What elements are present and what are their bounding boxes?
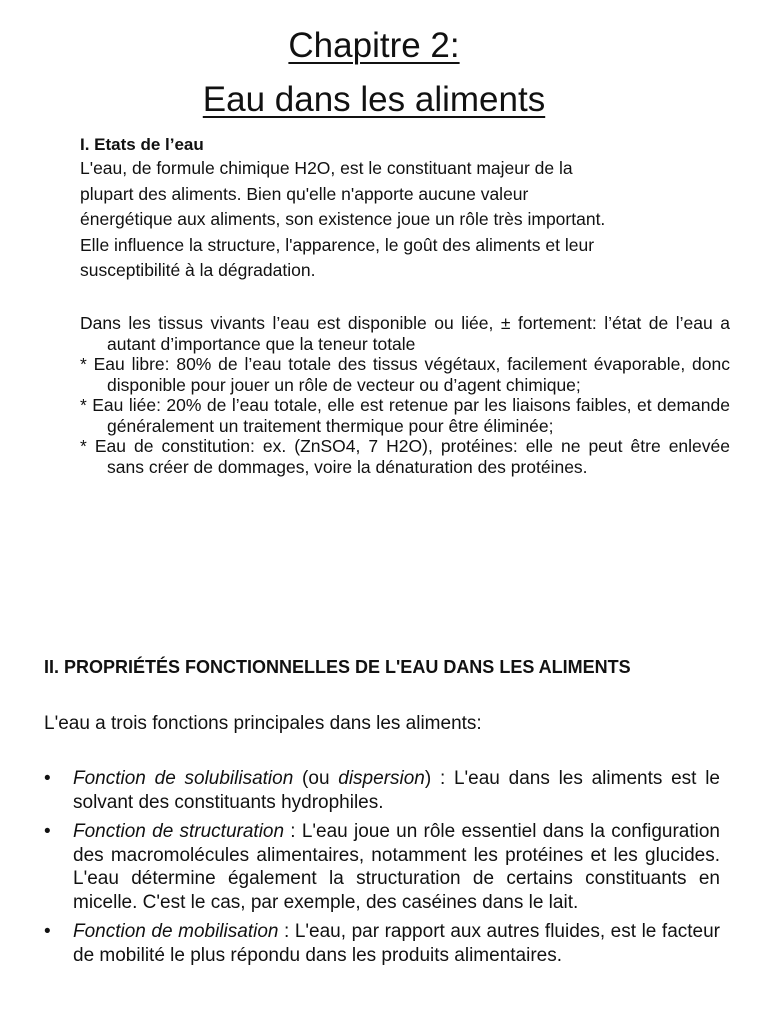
section1-heading: I. Etats de l’eau xyxy=(80,135,204,154)
water-state-bound: * Eau liée: 20% de l’eau totale, elle est retenue par les liaisons faibles, et demande généralement un traitement thermique pour être éliminée; xyxy=(80,395,730,436)
chapter-subtitle xyxy=(0,80,748,120)
function-term-suffix: (ou xyxy=(293,768,339,789)
chapter-title-text: Chapitre 2: xyxy=(288,26,460,65)
bullet-icon: • xyxy=(44,921,51,942)
section1-intro-line: énergétique aux aliments, son existence joue un rôle très important. xyxy=(80,209,606,229)
section2-intro: L'eau a trois fonctions principales dans les aliments: xyxy=(44,713,482,734)
function-text: ) : L'eau dans les aliments est le solvant des constituants hydrophiles. xyxy=(73,768,720,813)
chapter-subtitle-text: Eau dans les aliments xyxy=(202,80,546,119)
water-state-constitution: * Eau de constitution: ex. (ZnSO4, 7 H2O), protéines: elle ne peut être enlevée sans créer de dommages, voire la dénaturation des protéines. xyxy=(80,436,730,477)
function-term: Fonction de structuration xyxy=(73,821,285,842)
list-item xyxy=(44,920,720,967)
chapter-title xyxy=(0,26,748,66)
section1-intro-line: plupart des aliments. Bien qu'elle n'apporte aucune valeur xyxy=(80,183,529,204)
section1-intro-line: L'eau, de formule chimique H2O, est le constituant majeur de la xyxy=(80,158,573,178)
section1-intro-line: susceptibilité à la dégradation. xyxy=(80,260,316,280)
section1-intro xyxy=(80,156,730,284)
functions-list xyxy=(44,767,720,973)
section1-intro-line: Elle influence la structure, l'apparence, le goût des aliments et leur xyxy=(80,234,595,255)
water-states-intro: Dans les tissus vivants l’eau est disponible ou liée, ± fortement: l’état de l’eau a autant d’importance que la teneur totale xyxy=(80,313,730,354)
section2-heading: II. PROPRIÉTÉS FONCTIONNELLES DE L'EAU DANS LES ALIMENTS xyxy=(44,657,631,677)
function-term: Fonction de mobilisation xyxy=(73,921,279,942)
function-alt-term: dispersion xyxy=(338,768,425,789)
bullet-icon: • xyxy=(44,768,51,789)
list-item xyxy=(44,820,720,914)
list-item xyxy=(44,767,720,814)
function-term: Fonction de solubilisation xyxy=(73,768,294,789)
water-states-block xyxy=(80,313,730,477)
function-text: : L'eau, par rapport aux autres fluides, est le facteur de mobilité le plus répondu dans les produits alimentaires. xyxy=(73,921,721,966)
function-text: : L'eau joue un rôle essentiel dans la configuration des macromolécules alimentaires, notamment les protéines et les glucides. L'eau détermine également la structuration de certains constituants en micelle. C'est le cas, par exemple, des caséines dans le lait. xyxy=(73,821,720,913)
bullet-icon: • xyxy=(44,821,51,842)
water-state-free: * Eau libre: 80% de l’eau totale des tissus végétaux, facilement évaporable, donc disponible pour jouer un rôle de vecteur ou d’agent chimique; xyxy=(80,354,730,395)
